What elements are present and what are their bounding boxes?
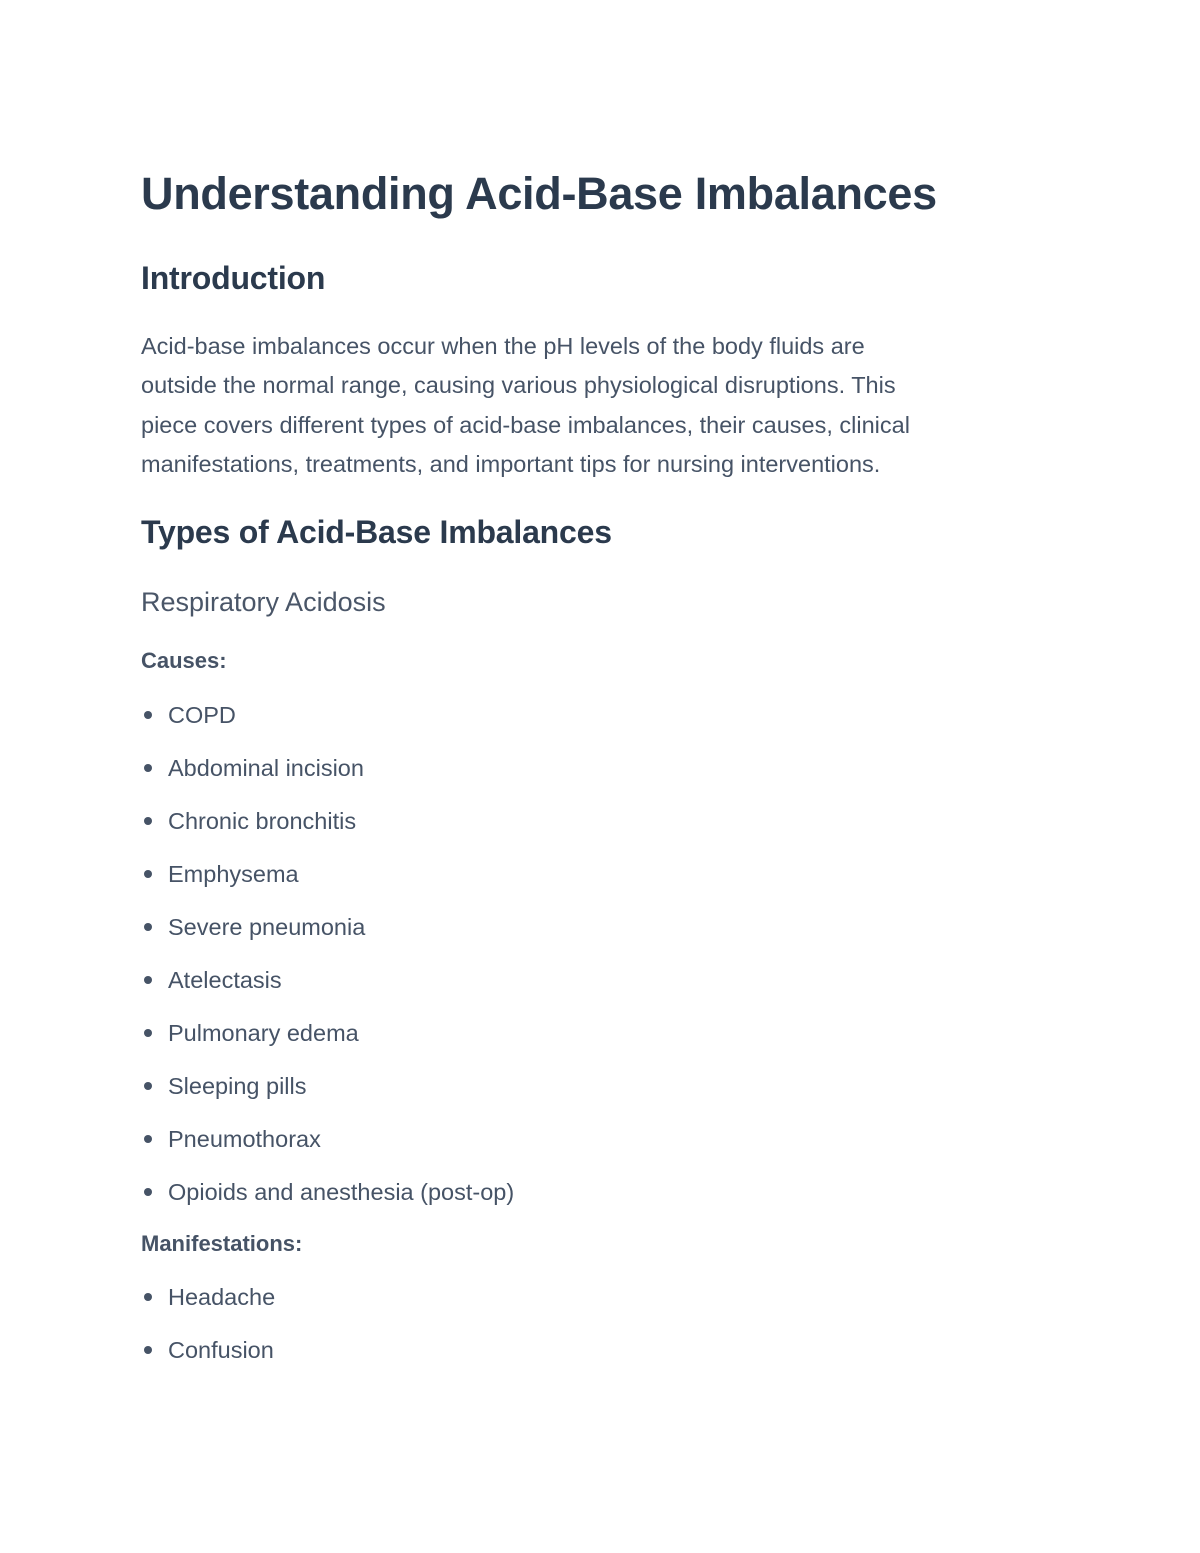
subheading-respiratory-acidosis: Respiratory Acidosis <box>141 587 386 617</box>
list-item-text: Headache <box>168 1284 276 1310</box>
causes-label: Causes: <box>141 648 227 673</box>
list-item <box>141 698 236 732</box>
intro-paragraph-line: manifestations, treatments, and important tips for nursing interventions. <box>141 451 881 477</box>
manifestations-label: Manifestations: <box>141 1231 303 1256</box>
list-item <box>141 751 364 785</box>
page-title: Understanding Acid-Base Imbalances <box>141 168 937 219</box>
list-item <box>141 1016 359 1050</box>
list-item-text: Opioids and anesthesia (post-op) <box>168 1179 515 1205</box>
list-item-text: Pneumothorax <box>168 1126 321 1152</box>
bullet-icon <box>144 711 152 719</box>
section-heading-introduction: Introduction <box>141 260 326 296</box>
list-item-text: Emphysema <box>168 861 299 887</box>
bullet-icon <box>144 923 152 931</box>
list-item-text: Sleeping pills <box>168 1073 307 1099</box>
intro-paragraph-line: Acid-base imbalances occur when the pH levels of the body fluids are <box>141 333 865 359</box>
bullet-icon <box>144 764 152 772</box>
list-item <box>141 910 365 944</box>
intro-paragraph-line: outside the normal range, causing various physiological disruptions. This <box>141 372 896 398</box>
list-item <box>141 1069 306 1103</box>
list-item <box>141 1122 321 1156</box>
list-item-text: Severe pneumonia <box>168 914 366 940</box>
bullet-icon <box>144 1293 152 1301</box>
list-item <box>141 804 356 838</box>
list-item <box>141 963 282 997</box>
bullet-icon <box>144 1346 152 1354</box>
bullet-icon <box>144 870 152 878</box>
list-item-text: Confusion <box>168 1337 274 1363</box>
bullet-icon <box>144 1135 152 1143</box>
list-item-text: COPD <box>168 702 236 728</box>
section-heading-types: Types of Acid-Base Imbalances <box>141 514 612 550</box>
bullet-icon <box>144 1029 152 1037</box>
bullet-icon <box>144 1082 152 1090</box>
bullet-icon <box>144 817 152 825</box>
list-item <box>141 857 299 891</box>
list-item-text: Chronic bronchitis <box>168 808 357 834</box>
bullet-icon <box>144 976 152 984</box>
intro-paragraph-line: piece covers different types of acid-base imbalances, their causes, clinical <box>141 412 910 438</box>
list-item <box>141 1333 274 1367</box>
list-item-text: Pulmonary edema <box>168 1020 359 1046</box>
bullet-icon <box>144 1188 152 1196</box>
list-item-text: Atelectasis <box>168 967 282 993</box>
list-item-text: Abdominal incision <box>168 755 364 781</box>
list-item <box>141 1280 275 1314</box>
list-item <box>141 1175 514 1209</box>
